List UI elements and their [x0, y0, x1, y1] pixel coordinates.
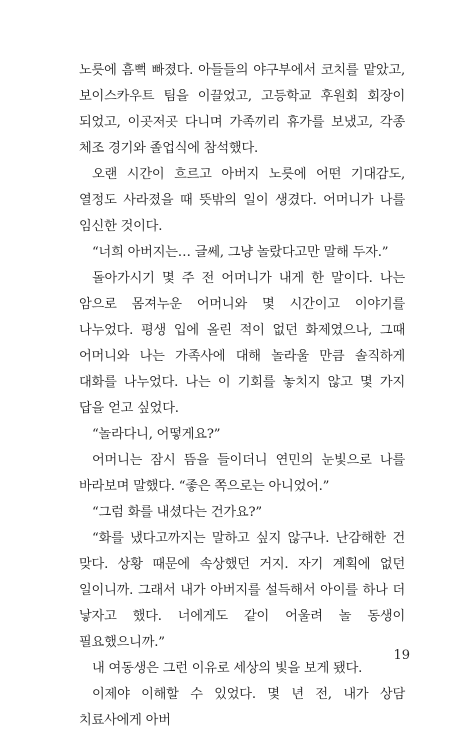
paragraph: 이제야 이해할 수 있었다. 몇 년 전, 내가 상담 치료사에게 아버 — [79, 687, 405, 728]
paragraph: 내 여동생은 그런 이유로 세상의 빛을 보게 됐다. — [92, 661, 363, 676]
paragraph: 오랜 시간이 흐르고 아버지 노릇에 어떤 기대감도, 열정도 사라졌을 때 뜻밖의 일이 생겼다. 어머니가 나를 임신한 것이다. — [79, 167, 405, 234]
dialogue-paragraph: “너희 아버지는… 글쎄, 그냥 놀랐다고만 말해 두자.” — [92, 245, 389, 260]
paragraph: 돌아가시기 몇 주 전 어머니가 내게 한 말이다. 나는 암으로 몸져누운 어머니와 몇 시간이고 이야기를 나누었다. 평생 입에 올린 적이 없던 화제였으나, 그때 어머니와 나는 가족사에 대해 놀라울 만큼 솔직하게 대화를 나누었다. 나는 이 기회를 놓치지 않고 몇 가지 답을 얻고 싶었다. — [79, 271, 405, 416]
dialogue-paragraph: “그럼 화를 내셨다는 건가요?” — [92, 505, 262, 520]
dialogue-paragraph: “화를 냈다고까지는 말하고 싶지 않구나. 난감해한 건 맞다. 상황 때문에 속상했던 거지. 자기 계획에 없던 일이니까. 그래서 내가 아버지를 설득해서 아이를 하나 더 낳자고 했다. 너에게도 같이 어울려 놀 동생이 필요했으니까.” — [79, 531, 405, 650]
paragraph-continuation: 노릇에 흠뻑 빠졌다. 아들들의 야구부에서 코치를 맡았고, 보이스카우트 팀을 이끌었고, 고등학교 후원회 회장이 되었고, 이곳저곳 다니며 가족끼리 휴가를 보냈고, 각종 체조 경기와 졸업식에 참석했다. — [79, 63, 405, 156]
paragraph: 어머니는 잠시 뜸을 들이더니 연민의 눈빛으로 나를 바라보며 말했다. “좋은 쪽으로는 아니었어.” — [79, 453, 405, 494]
dialogue-paragraph: “놀라다니, 어떻게요?” — [92, 427, 221, 442]
page-number: 19 — [393, 648, 410, 663]
body-text — [79, 58, 405, 734]
